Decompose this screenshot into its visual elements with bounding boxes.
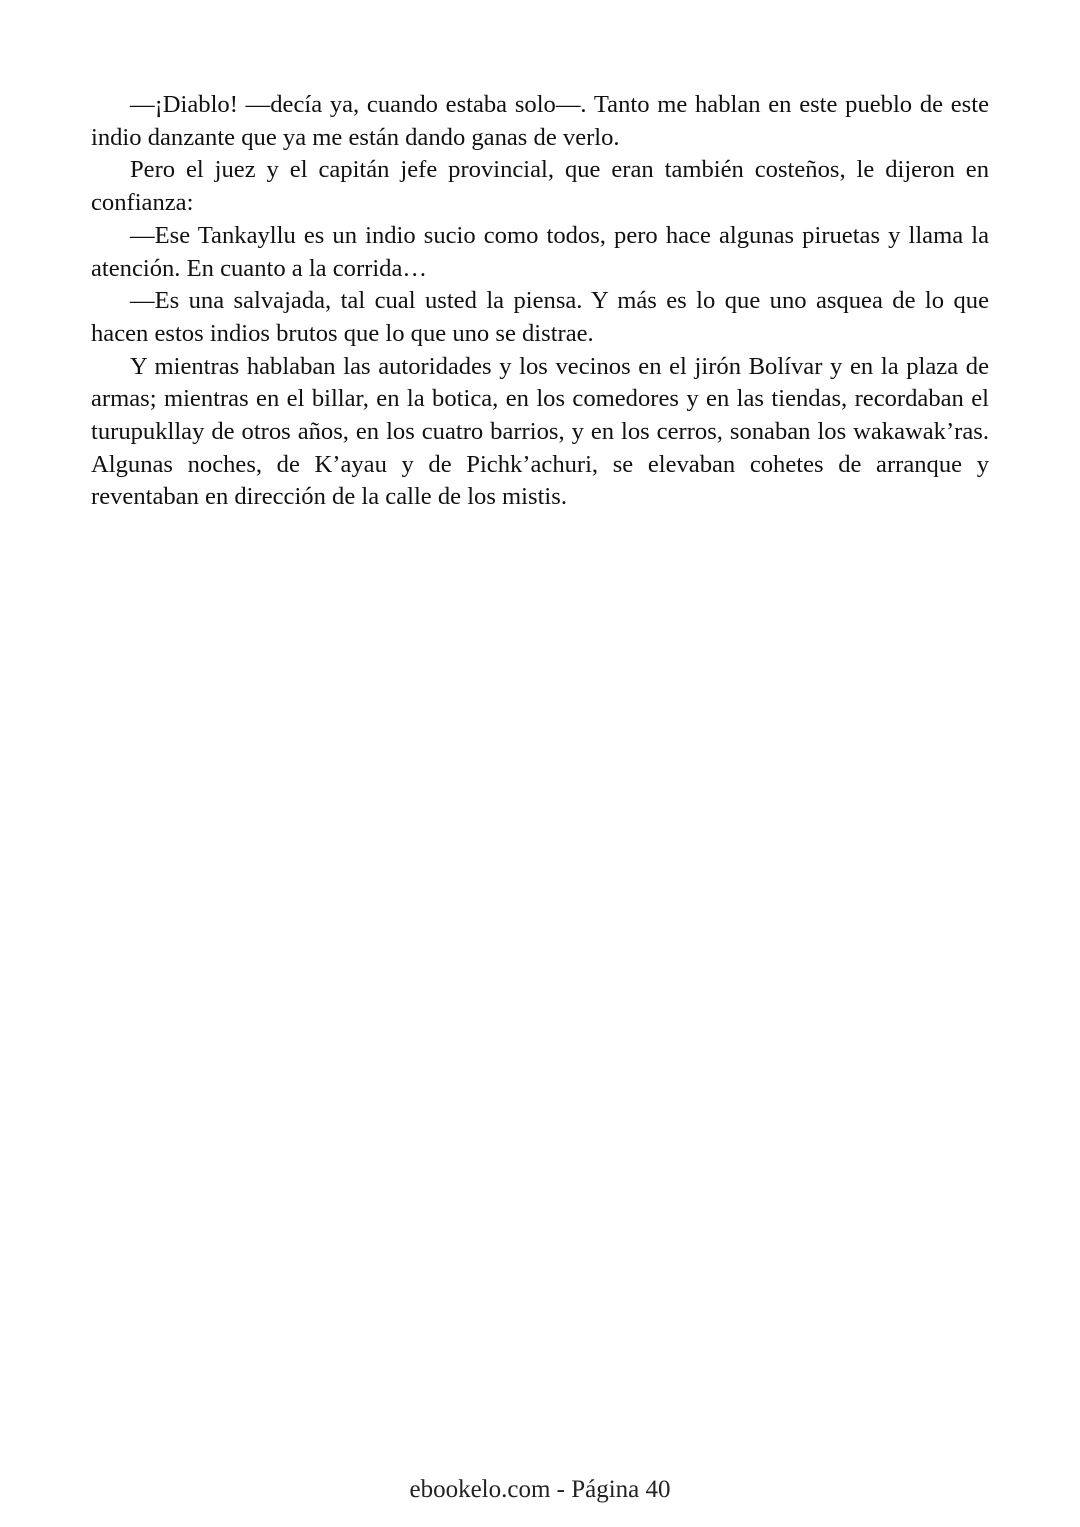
paragraph: Pero el juez y el capitán jefe provincial, que eran también costeños, le dijeron en confianza: bbox=[91, 156, 989, 217]
page-footer: ebookelo.com - Página 40 bbox=[409, 1476, 671, 1503]
paragraph: —¡Diablo! —decía ya, cuando estaba solo—. Tanto me hablan en este pueblo de este indio danzante que ya me están dando ganas de verlo. bbox=[91, 91, 989, 151]
paragraph: —Ese Tankayllu es un indio sucio como todos, pero hace algunas piruetas y llama la atención. En cuanto a la corrida… bbox=[91, 221, 989, 282]
paragraph: —Es una salvajada, tal cual usted la piensa. Y más es lo que uno asquea de lo que hacen estos indios brutos que lo que uno se distrae. bbox=[91, 287, 989, 347]
page-body bbox=[91, 89, 989, 514]
paragraph: Y mientras hablaban las autoridades y los vecinos en el jirón Bolívar y en la plaza de armas; mientras en el billar, en la botica, en los comedores y en las tiendas, recordaban el turupukllay de otros años, en los cuatro barrios, y en los cerros, sonaban los wakawak’ras. Algunas noches, de K’ayau y de Pichk’achuri, se elevaban cohetes de arranque y reventaban en dirección de la calle de los mistis. bbox=[91, 352, 989, 511]
